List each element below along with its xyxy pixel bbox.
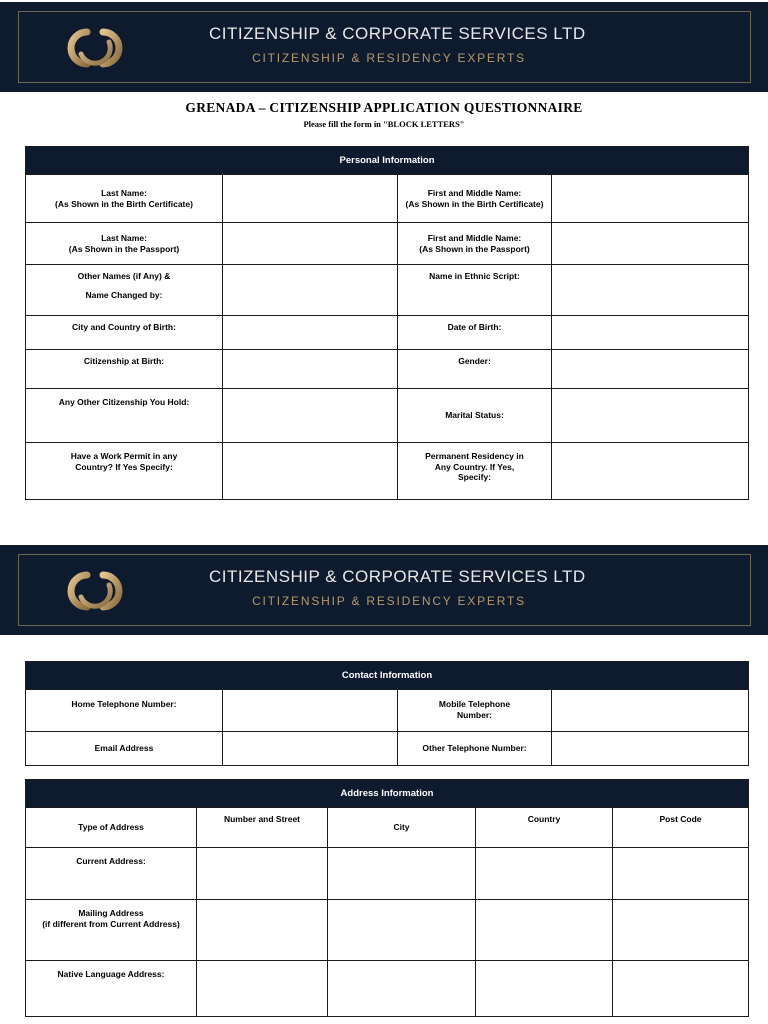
personal-information-table bbox=[25, 146, 749, 500]
field-label: Current Address: bbox=[26, 848, 197, 900]
table-row bbox=[26, 443, 749, 500]
table-header-row bbox=[26, 808, 749, 848]
field-label: Any Other Citizenship You Hold: bbox=[26, 389, 223, 443]
last-name-birth-cert-field[interactable] bbox=[223, 175, 398, 223]
field-label: City and Country of Birth: bbox=[26, 316, 223, 350]
company-tagline: CITIZENSHIP & RESIDENCY EXPERTS bbox=[252, 594, 526, 608]
banner-frame bbox=[18, 554, 751, 626]
table-row bbox=[26, 848, 749, 900]
field-label: Permanent Residency in Any Country. If Yes, Specify: bbox=[398, 443, 552, 500]
interlocking-rings-logo-icon bbox=[57, 567, 133, 615]
current-street-field[interactable] bbox=[197, 848, 328, 900]
native-country-field[interactable] bbox=[476, 961, 613, 1017]
table-row bbox=[26, 732, 749, 766]
contact-information-table bbox=[25, 661, 749, 766]
field-label: First and Middle Name: (As Shown in the Birth Certificate) bbox=[398, 175, 552, 223]
interlocking-rings-logo-icon bbox=[57, 24, 133, 72]
column-header: Country bbox=[476, 808, 613, 848]
field-label: Native Language Address: bbox=[26, 961, 197, 1017]
document-subtitle: Please fill the form in "BLOCK LETTERS" bbox=[303, 119, 465, 129]
column-header: Type of Address bbox=[26, 808, 197, 848]
field-label: Citizenship at Birth: bbox=[26, 350, 223, 389]
other-citizenship-field[interactable] bbox=[223, 389, 398, 443]
other-names-field[interactable] bbox=[223, 265, 398, 316]
column-header: Number and Street bbox=[197, 808, 328, 848]
document-title: GRENADA – CITIZENSHIP APPLICATION QUESTIONNAIRE bbox=[185, 100, 583, 115]
table-row bbox=[26, 265, 749, 316]
first-middle-name-passport-field[interactable] bbox=[552, 223, 749, 265]
marital-status-field[interactable] bbox=[552, 389, 749, 443]
field-label: Other Names (if Any) & Name Changed by: bbox=[26, 265, 223, 316]
field-label: Gender: bbox=[398, 350, 552, 389]
table-row bbox=[26, 316, 749, 350]
field-label: Last Name: (As Shown in the Birth Certificate) bbox=[26, 175, 223, 223]
home-telephone-field[interactable] bbox=[223, 690, 398, 732]
gender-field[interactable] bbox=[552, 350, 749, 389]
first-middle-name-birth-cert-field[interactable] bbox=[552, 175, 749, 223]
current-city-field[interactable] bbox=[328, 848, 476, 900]
other-telephone-field[interactable] bbox=[552, 732, 749, 766]
date-of-birth-field[interactable] bbox=[552, 316, 749, 350]
current-postcode-field[interactable] bbox=[613, 848, 749, 900]
company-name: CITIZENSHIP & CORPORATE SERVICES LTD bbox=[209, 24, 586, 43]
city-country-birth-field[interactable] bbox=[223, 316, 398, 350]
mailing-postcode-field[interactable] bbox=[613, 900, 749, 961]
column-header: City bbox=[328, 808, 476, 848]
field-label: Mobile Telephone Number: bbox=[398, 690, 552, 732]
section-header-contact: Contact Information bbox=[26, 662, 749, 690]
citizenship-at-birth-field[interactable] bbox=[223, 350, 398, 389]
mailing-city-field[interactable] bbox=[328, 900, 476, 961]
table-row bbox=[26, 690, 749, 732]
native-city-field[interactable] bbox=[328, 961, 476, 1017]
banner-frame bbox=[18, 11, 751, 83]
current-country-field[interactable] bbox=[476, 848, 613, 900]
field-label: Email Address bbox=[26, 732, 223, 766]
table-row bbox=[26, 961, 749, 1017]
table-row bbox=[26, 175, 749, 223]
section-header-address: Address Information bbox=[26, 780, 749, 808]
column-header: Post Code bbox=[613, 808, 749, 848]
table-row bbox=[26, 900, 749, 961]
field-label: Home Telephone Number: bbox=[26, 690, 223, 732]
field-label: Have a Work Permit in any Country? If Yes Specify: bbox=[26, 443, 223, 500]
native-postcode-field[interactable] bbox=[613, 961, 749, 1017]
ethnic-script-name-field[interactable] bbox=[552, 265, 749, 316]
field-label: Last Name: (As Shown in the Passport) bbox=[26, 223, 223, 265]
mailing-country-field[interactable] bbox=[476, 900, 613, 961]
table-row bbox=[26, 223, 749, 265]
email-address-field[interactable] bbox=[223, 732, 398, 766]
field-label: Other Telephone Number: bbox=[398, 732, 552, 766]
header-banner-bottom bbox=[0, 545, 768, 635]
native-street-field[interactable] bbox=[197, 961, 328, 1017]
company-tagline: CITIZENSHIP & RESIDENCY EXPERTS bbox=[252, 51, 526, 65]
field-label: First and Middle Name: (As Shown in the Passport) bbox=[398, 223, 552, 265]
mailing-street-field[interactable] bbox=[197, 900, 328, 961]
permanent-residency-field[interactable] bbox=[552, 443, 749, 500]
field-label: Mailing Address (if different from Current Address) bbox=[26, 900, 197, 961]
last-name-passport-field[interactable] bbox=[223, 223, 398, 265]
field-label: Marital Status: bbox=[398, 389, 552, 443]
work-permit-field[interactable] bbox=[223, 443, 398, 500]
address-information-table bbox=[25, 779, 749, 1017]
section-header-personal: Personal Information bbox=[26, 147, 749, 175]
table-row bbox=[26, 389, 749, 443]
field-label: Name in Ethnic Script: bbox=[398, 265, 552, 316]
header-banner-top bbox=[0, 2, 768, 92]
mobile-telephone-field[interactable] bbox=[552, 690, 749, 732]
table-row bbox=[26, 350, 749, 389]
field-label: Date of Birth: bbox=[398, 316, 552, 350]
company-name: CITIZENSHIP & CORPORATE SERVICES LTD bbox=[209, 567, 586, 586]
